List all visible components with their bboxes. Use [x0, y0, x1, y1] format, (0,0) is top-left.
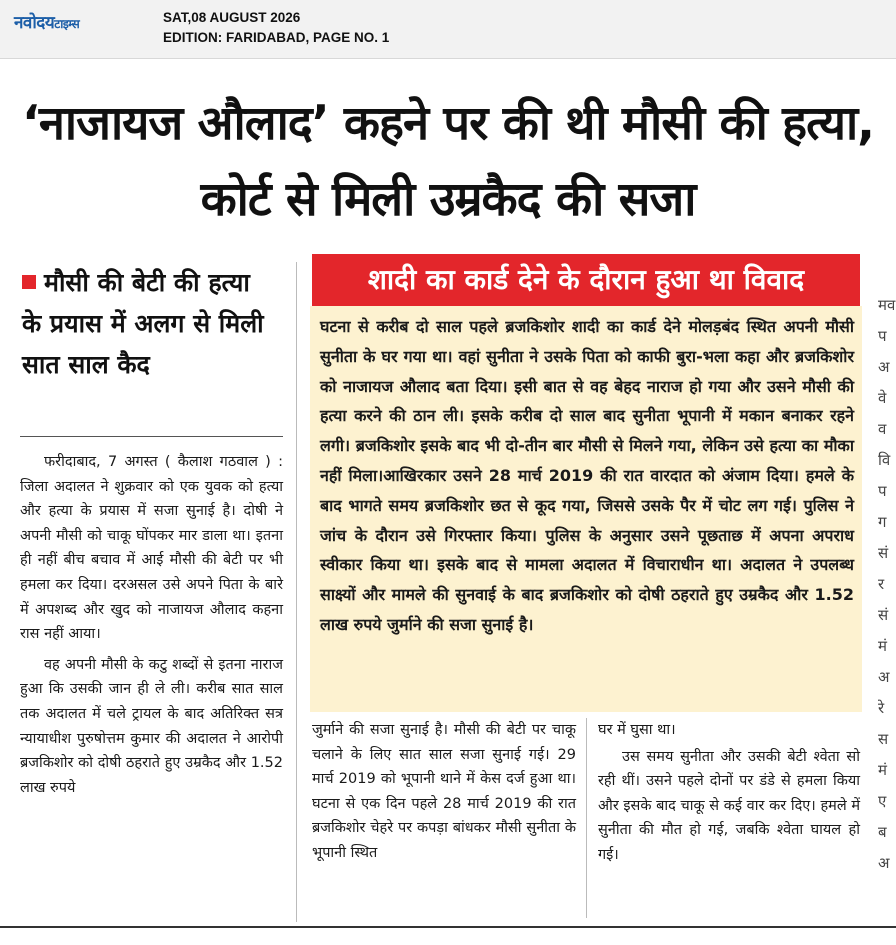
- page-bottom-edge: [0, 926, 896, 945]
- logo-sub-text: टाइम्स: [54, 17, 80, 31]
- right-paragraph-1: घर में घुसा था।: [598, 722, 676, 738]
- highlight-box: [310, 306, 862, 712]
- edition-header-bar: [0, 0, 896, 59]
- adjacent-article-edge: मव प अ वे व वि प ग सं र सं मं अ रे स मं ए ब अ: [878, 296, 896, 872]
- highlight-banner: शादी का कार्ड देने के दौरान हुआ था विवाद: [312, 254, 860, 306]
- column-divider-mid: [586, 718, 587, 918]
- subhead-divider: [20, 436, 283, 437]
- highlight-text: घटना से करीब दो साल पहले ब्रजकिशोर शादी का कार्ड देने मोलड़बंद स्थित अपनी मौसी सुनीता के घर गया था। वहां सुनीता ने उसके पिता को काफी बुरा-भला कहा और ब्रजकिशोर को नाजायज औलाद बता दिया। इसी बात से वह बेहद नाराज हो गया और उसने मौसी की हत्या करने की ठान ली। इसके करीब दो साल बाद सुनीता भूपानी में मकान बनाकर रहने लगी। ब्रजकिशोर इसके बाद भी दो-तीन बार मौसी से मिलने गया, लेकिन उसे हत्या का मौका नहीं मिला।आखिरकार उसने 28 मार्च 2019 की रात वारदात को अंजाम दिया। हमले के बाद भागते समय ब्रजकिशोर छत से कूद गया, जिससे उसके पैर में चोट लग गई। पुलिस ने जांच के दौरान उसे गिरफ्तार किया। पुलिस के अनुसार उसने पूछताछ में अपना अपराध स्वीकार किया था। इसके बाद से मामला अदालत में विचाराधीन था। अदालत ने उपलब्ध साक्ष्यों और मामले की सुनवाई के बाद ब्रजकिशोर को दोषी ठहराते हुए उम्रकैद और 1.52 लाख रुपये जुर्माने की सजा सुनाई है।: [320, 317, 854, 634]
- edition-meta: [163, 8, 389, 48]
- middle-paragraph: जुर्माने की सजा सुनाई है। मौसी की बेटी पर चाकू चलाने के लिए सात साल सजा सुनाई गई। 29 मार्च 2019 को भूपानी थाने में केस दर्ज हुआ था। घटना से एक दिन पहले 28 मार्च 2019 की रात ब्रजकिशोर चेहरे पर कपड़ा बांधकर मौसी सुनीता के भूपानी स्थित: [312, 722, 576, 861]
- left-paragraph-1: फरीदाबाद, 7 अगस्त ( कैलाश गठवाल ) : जिला अदालत ने शुक्रवार को एक युवक को हत्या और हत्या के प्रयास में सजा सुनाई है। दोषी ने अपनी मौसी को चाकू घोंपकर मार डाला था। इतना ही नहीं बीच बचाव में आई मौसी की बेटी पर भी हमला कर दिया। दरअसल उसे अपने पिता के बारे में अपशब्द और खुद को नाजायज औलाद कहना रास नहीं आया।: [20, 454, 283, 643]
- logo-main-text: नवोदय: [14, 13, 55, 33]
- left-column: [20, 450, 283, 800]
- edition-info: EDITION: FARIDABAD, PAGE NO. 1: [163, 30, 390, 45]
- newspaper-logo[interactable]: [14, 10, 79, 33]
- article-headline: ‘नाजायज औलाद’ कहने पर की थी मौसी की हत्या, कोर्ट से मिली उम्रकैद की सजा: [21, 96, 875, 227]
- left-paragraph-2: वह अपनी मौसी के कटु शब्दों से इतना नाराज हुआ कि उसकी जान ही ले ली। करीब सात साल तक अदालत में चले ट्रायल के बाद अतिरिक्त सत्र न्यायाधीश पुरुषोत्तम कुमार की अदालत ने आरोपी ब्रजकिशोर को दोषी ठहराते हुए उम्रकैद और 1.52 लाख रुपये: [20, 656, 283, 796]
- right-column: [598, 718, 860, 868]
- red-square-bullet-icon: [22, 275, 36, 289]
- edition-date: SAT,08 AUGUST 2026: [163, 10, 301, 25]
- right-paragraph-2: उस समय सुनीता और उसकी बेटी श्वेता सो रही थीं। उसने पहले दोनों पर डंडे से हमला किया और इसके बाद चाकू से कई वार कर दिए। हमले में सुनीता की मौत हो गई, जबकि श्वेता घायल हो गई।: [598, 748, 860, 863]
- side-subheadline-text: मौसी की बेटी की हत्या के प्रयास में अलग से मिली सात साल कैद: [22, 268, 264, 379]
- middle-column: [312, 718, 576, 866]
- side-subheadline: [22, 262, 272, 385]
- column-divider-left: [296, 262, 297, 922]
